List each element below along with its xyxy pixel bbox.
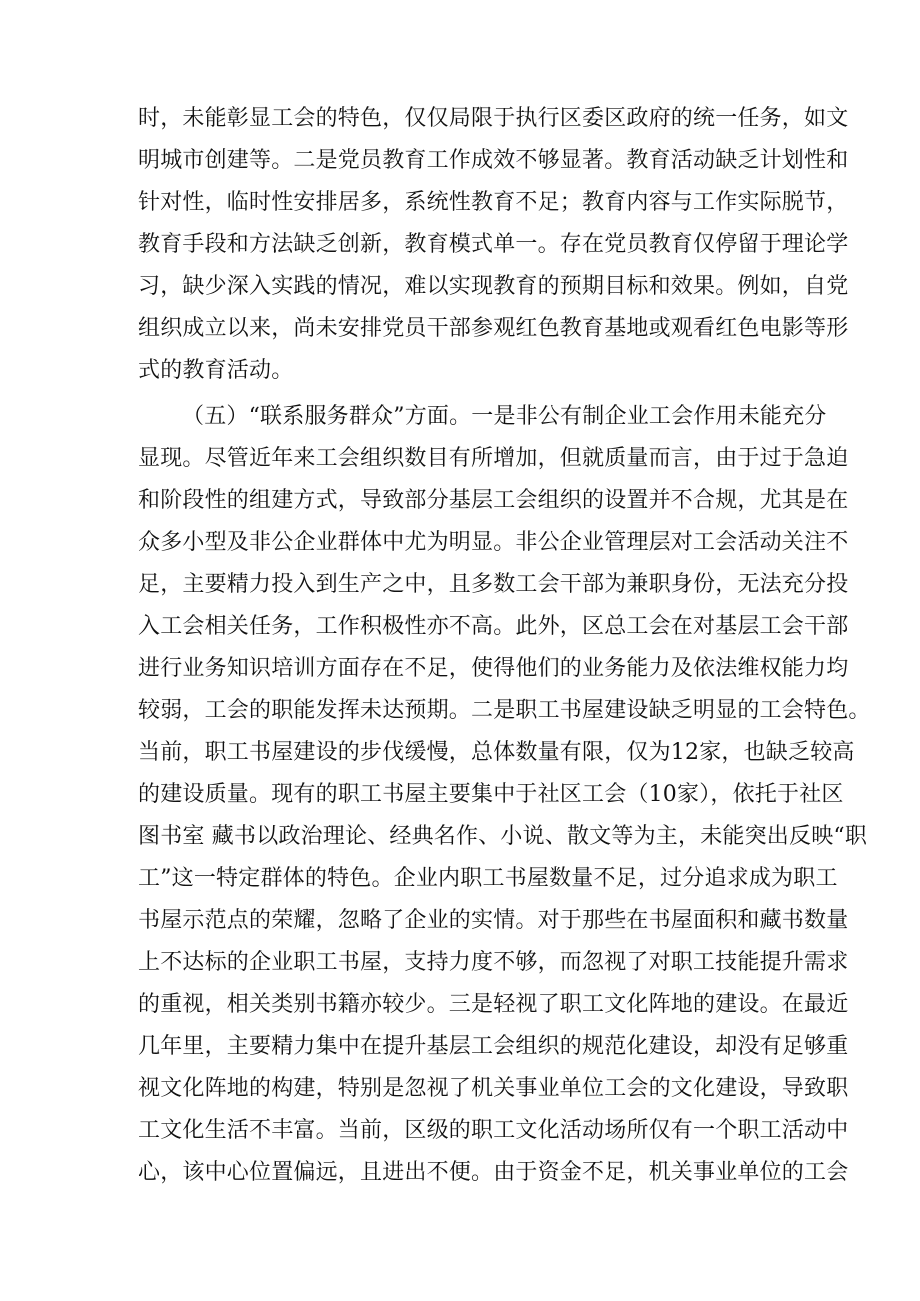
text-line: 和阶段性的组建方式，导致部分基层工会组织的设置并不合规，尤其是在 <box>138 488 849 513</box>
text-line: 心，该中心位置偏远，且进出不便。由于资金不足，机关事业单位的工会 <box>138 1160 849 1185</box>
text-line: 时，未能彰显工会的特色，仅仅局限于执行区委区政府的统一任务，如文 <box>138 106 849 131</box>
text-line: 视文化阵地的构建，特别是忽视了机关事业单位工会的文化建设，导致职 <box>138 1076 849 1101</box>
text-line: 的建设质量。现有的职工书屋主要集中于社区工会（10家），依托于社区 <box>138 782 844 807</box>
text-line: 明城市创建等。二是党员教育工作成效不够显著。教育活动缺乏计划性和 <box>138 148 849 173</box>
text-line: 工”这一特定群体的特色。企业内职工书屋数量不足，过分追求成为职工 <box>138 866 838 891</box>
text-line: 入工会相关任务，工作积极性亦不高。此外，区总工会在对基层工会干部 <box>138 614 849 639</box>
text-line: 较弱，工会的职能发挥未达预期。二是职工书屋建设缺乏明显的工会特色。 <box>138 698 871 723</box>
text-line: 足，主要精力投入到生产之中，且多数工会干部为兼职身份，无法充分投 <box>138 572 849 597</box>
text-line: 几年里，主要精力集中在提升基层工会组织的规范化建设，却没有足够重 <box>138 1034 849 1059</box>
text-line: 众多小型及非公企业群体中尤为明显。非公企业管理层对工会活动关注不 <box>138 530 849 555</box>
text-line: 进行业务知识培训方面存在不足，使得他们的业务能力及依法维权能力均 <box>138 656 849 681</box>
text-line: 书屋示范点的荣耀，忽略了企业的实情。对于那些在书屋面积和藏书数量 <box>138 908 849 933</box>
text-line: 习，缺少深入实践的情况，难以实现教育的预期目标和效果。例如，自党 <box>138 274 849 299</box>
text-line: 工文化生活不丰富。当前，区级的职工文化活动场所仅有一个职工活动中 <box>138 1118 849 1143</box>
text-line: 图书室 藏书以政治理论、经典名作、小说、散文等为主，未能突出反映“职 <box>138 824 868 849</box>
text-line: 显现。尽管近年来工会组织数目有所增加，但就质量而言，由于过于急迫 <box>138 446 849 471</box>
text-line: 式的教育活动。 <box>138 358 294 383</box>
text-line: 当前，职工书屋建设的步伐缓慢，总体数量有限，仅为12家，也缺乏较高 <box>138 740 855 765</box>
text-line: 针对性，临时性安排居多，系统性教育不足；教育内容与工作实际脱节， <box>138 190 849 215</box>
text-line: 组织成立以来，尚未安排党员干部参观红色教育基地或观看红色电影等形 <box>138 316 849 341</box>
section-heading-line: （五）“联系服务群众”方面。一是非公有制企业工会作用未能充分 <box>182 404 827 429</box>
text-line: 的重视，相关类别书籍亦较少。三是轻视了职工文化阵地的建设。在最近 <box>138 992 849 1017</box>
text-line: 上不达标的企业职工书屋，支持力度不够，而忽视了对职工技能提升需求 <box>138 950 849 975</box>
text-line: 教育手段和方法缺乏创新，教育模式单一。存在党员教育仅停留于理论学 <box>138 232 849 257</box>
